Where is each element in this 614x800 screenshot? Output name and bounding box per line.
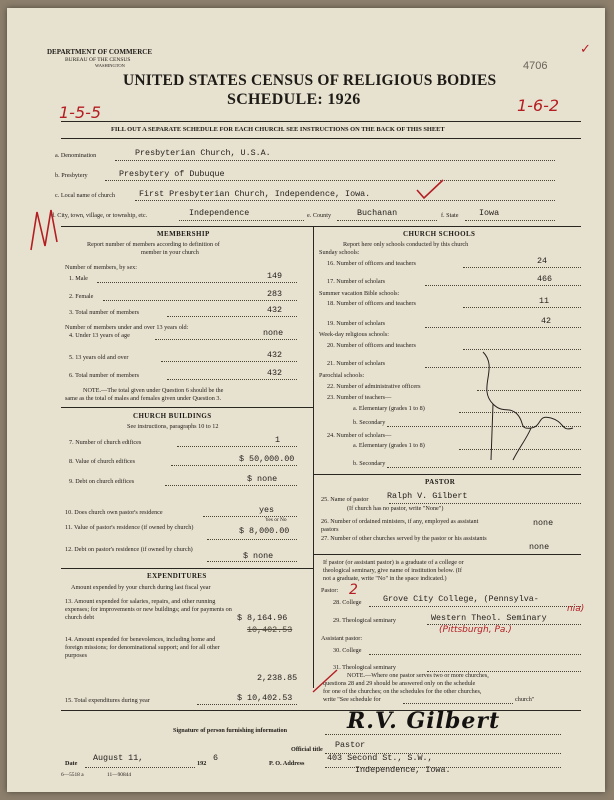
- state-label: f. State: [441, 212, 459, 219]
- denomination-value[interactable]: Presbyterian Church, U.S.A.: [135, 148, 271, 158]
- schedule-title: SCHEDULE: 1926: [227, 91, 361, 108]
- date-label: Date: [65, 760, 78, 767]
- q7-label: 7. Number of church edifices: [69, 439, 142, 446]
- form-title: UNITED STATES CENSUS OF RELIGIOUS BODIES: [123, 72, 497, 89]
- signature[interactable]: R.V. Gilbert: [347, 708, 501, 734]
- q17-value[interactable]: 466: [537, 274, 553, 284]
- q16-label: 16. Number of officers and teachers: [327, 260, 416, 267]
- assistant-label: Assistant pastor:: [321, 635, 363, 642]
- q13-value[interactable]: $ 8,164.96: [237, 613, 288, 623]
- red-margin-scribble: [23, 206, 63, 256]
- state-value[interactable]: Iowa: [479, 208, 500, 218]
- graduate-note-1: If pastor (or assistant pastor) is a graduate of a college or: [323, 559, 464, 566]
- q28-label: 28. College: [333, 599, 362, 606]
- q30-label: 30. College: [333, 647, 362, 654]
- q23-label: 23. Number of teachers—: [327, 394, 392, 401]
- q14-value[interactable]: 2,238.85: [257, 673, 298, 683]
- q12-label: 12. Debt on pastor's residence (if owned by church): [65, 546, 193, 553]
- q24-label: 24. Number of scholars—: [327, 432, 392, 439]
- q15-label: 15. Total expenditures during year: [65, 697, 150, 704]
- q20-label: 20. Number of officers and teachers: [327, 342, 416, 349]
- pastor-note-4: write "See schedule for: [323, 696, 381, 703]
- q3-value[interactable]: 432: [267, 305, 283, 315]
- q16-value[interactable]: 24: [537, 256, 548, 266]
- pastor-note-3: for one of the churches; on the schedules for the other churches,: [323, 688, 482, 695]
- vacation-label: Summer vacation Bible schools:: [319, 290, 400, 297]
- q9-label: 9. Debt on church edifices: [69, 478, 135, 485]
- city-label-d: d. City, town, village, or township, etc.: [51, 212, 148, 219]
- bureau-label: BUREAU OF THE CENSUS: [65, 57, 131, 63]
- expenditures-heading: EXPENDITURES: [147, 572, 207, 580]
- q23b-label: b. Secondary: [353, 419, 386, 426]
- q4-value[interactable]: none: [263, 328, 284, 338]
- q15-value[interactable]: $ 10,402.53: [237, 693, 293, 703]
- local-name-label: c. Local name of church: [55, 192, 115, 199]
- q22-label: 22. Number of administrative officers: [327, 383, 421, 390]
- pastor-note-5: church": [515, 696, 535, 703]
- yes-no-hint: Yes or No: [265, 517, 287, 523]
- handwritten-note-right: 1-6-2: [517, 96, 560, 115]
- q24b-label: b. Secondary: [353, 460, 386, 467]
- print-number: 11—90844: [107, 772, 132, 778]
- membership-note-2: same as the total of males and females given under Question 3.: [65, 395, 222, 402]
- q9-value[interactable]: $ none: [247, 474, 278, 484]
- county-value[interactable]: Buchanan: [357, 208, 398, 218]
- q29-value[interactable]: Western Theol. Seminary: [431, 613, 547, 623]
- address-line-2[interactable]: Independence, Iowa.: [355, 765, 451, 775]
- q10-value[interactable]: yes: [259, 505, 275, 515]
- graduate-note-3: not a graduate, write "No" in the space indicated.): [323, 575, 447, 582]
- q11-label: 11. Value of pastor's residence (if owned by church): [65, 524, 194, 531]
- pastor-heading: PASTOR: [425, 478, 456, 486]
- buildings-heading: CHURCH BUILDINGS: [133, 412, 212, 420]
- q2-label: 2. Female: [69, 293, 94, 300]
- red-diagonal-mark: [311, 668, 341, 694]
- q12-value[interactable]: $ none: [243, 551, 274, 561]
- q8-label: 8. Value of church edifices: [69, 458, 136, 465]
- q27-label: 27. Number of other churches served by the pastor or his assistants: [321, 535, 487, 542]
- q19-label: 19. Number of scholars: [327, 320, 386, 327]
- check-mark: ✓: [580, 42, 591, 57]
- official-title-label: Official title: [291, 746, 323, 753]
- signature-label: Signature of person furnishing information: [173, 727, 288, 734]
- census-form-page: [7, 8, 605, 792]
- q29-label: 29. Theological seminary: [333, 617, 396, 624]
- county-label: e. County: [307, 212, 332, 219]
- q25-value[interactable]: Ralph V. Gilbert: [387, 491, 468, 501]
- denomination-label: a. Denomination: [55, 152, 97, 159]
- sunday-label: Sunday schools:: [319, 249, 360, 256]
- q25-label: 25. Name of pastor: [321, 496, 369, 503]
- official-title-value[interactable]: Pastor: [335, 740, 366, 750]
- q1-value[interactable]: 149: [267, 271, 283, 281]
- year-prefix: 192: [197, 760, 207, 767]
- parochial-label: Parochial schools:: [319, 372, 365, 379]
- pastor-label: Pastor:: [321, 587, 339, 594]
- age-label: Number of members under and over 13 years old:: [65, 324, 189, 331]
- expenditures-sub: Amount expended by your church during last fiscal year: [71, 584, 211, 591]
- instruction-line: FILL OUT A SEPARATE SCHEDULE FOR EACH CHURCH. SEE INSTRUCTIONS ON THE BACK OF THIS SHEET: [111, 126, 445, 133]
- q26-value[interactable]: none: [533, 518, 554, 528]
- q11-value[interactable]: $ 8,000.00: [239, 526, 290, 536]
- q13-struck-total[interactable]: 10,402.53: [247, 625, 293, 635]
- q28-value[interactable]: Grove City College, (Pennsylva-: [383, 594, 539, 604]
- weekday-label: Week-day religious schools:: [319, 331, 389, 338]
- q18-label: 18. Number of officers and teachers: [327, 300, 416, 307]
- q14-label: 14. Amount expended for benevolences, including home and foreign missions; for denominational support; and for all other purposes: [65, 636, 220, 659]
- local-name-value[interactable]: First Presbyterian Church, Independence, Iowa.: [139, 189, 371, 199]
- schools-heading: CHURCH SCHOOLS: [403, 230, 476, 238]
- q31-label: 31. Theological seminary: [333, 664, 396, 671]
- q13-label: 13. Amount expended for salaries, repairs, and other running expenses; for improvements or new buildings; and for payments on church debt: [65, 598, 232, 621]
- city-label: WASHINGTON: [95, 63, 125, 68]
- q5-label: 5. 13 years old and over: [69, 354, 129, 361]
- q4-label: 4. Under 13 years of age: [69, 332, 130, 339]
- date-value[interactable]: August 11,: [93, 753, 144, 763]
- red-check-mark: [415, 178, 445, 200]
- graduate-note-2: theological seminary, give name of institution below. (If: [323, 567, 462, 574]
- membership-heading: MEMBERSHIP: [157, 230, 210, 238]
- q6-label: 6. Total number of members: [69, 372, 140, 379]
- strike-out-scribble: [469, 348, 589, 468]
- q21-label: 21. Number of scholars: [327, 360, 386, 367]
- q6-value[interactable]: 432: [267, 368, 283, 378]
- schools-intro: Report here only schools conducted by this church: [343, 241, 469, 248]
- q26-label: 26. Number of ordained ministers, if any, employed as assistant pastors: [321, 518, 479, 533]
- q3-label: 3. Total number of members: [69, 309, 140, 316]
- q25-note: (If church has no pastor, write "None"): [347, 505, 444, 512]
- q10-label: 10. Does church own pastor's residence: [65, 509, 163, 516]
- q5-value[interactable]: 432: [267, 350, 283, 360]
- form-number: 6—5518 a: [61, 772, 84, 778]
- q1-label: 1. Male: [69, 275, 88, 282]
- membership-note-1: NOTE.—The total given under Question 6 should be the: [83, 387, 224, 394]
- buildings-sub: See instructions, paragraphs 10 to 12: [127, 423, 219, 430]
- q17-label: 17. Number of scholars: [327, 278, 386, 285]
- dept-label: DEPARTMENT OF COMMERCE: [47, 48, 153, 56]
- stamp-number: 4706: [523, 60, 548, 72]
- city-value[interactable]: Independence: [189, 208, 250, 218]
- q28-value-cont: nia): [567, 604, 585, 614]
- address-label: P. O. Address: [269, 760, 305, 767]
- pastor-note-1: NOTE.—Where one pastor serves two or more churches,: [347, 672, 489, 679]
- presbytery-value[interactable]: Presbytery of Dubuque: [119, 169, 225, 179]
- address-line-1[interactable]: 403 Second St., S.W.,: [327, 753, 433, 763]
- q24a-label: a. Elementary (grades 1 to 8): [353, 442, 425, 449]
- presbytery-label: b. Presbytery: [55, 172, 88, 179]
- membership-intro-1: Report number of members according to definition of: [87, 241, 220, 248]
- handwritten-note-left: 1-5-5: [59, 103, 102, 122]
- q18-value[interactable]: 11: [539, 296, 550, 306]
- year-value[interactable]: 6: [213, 753, 219, 763]
- by-sex-label: Number of members, by sex:: [65, 264, 137, 271]
- q2-value[interactable]: 283: [267, 289, 283, 299]
- q27-value[interactable]: none: [529, 542, 550, 552]
- membership-intro-2: member in your church: [141, 249, 199, 256]
- q19-value[interactable]: 42: [541, 316, 552, 326]
- q7-value[interactable]: 1: [275, 435, 281, 445]
- red-mark-2: 2: [349, 582, 358, 598]
- q29-note: (Pittsburgh, Pa.): [439, 625, 512, 635]
- q8-value[interactable]: $ 50,000.00: [239, 454, 295, 464]
- pastor-note-2: questions 28 and 29 should be answered only on the schedule: [323, 680, 476, 687]
- q23a-label: a. Elementary (grades 1 to 8): [353, 405, 425, 412]
